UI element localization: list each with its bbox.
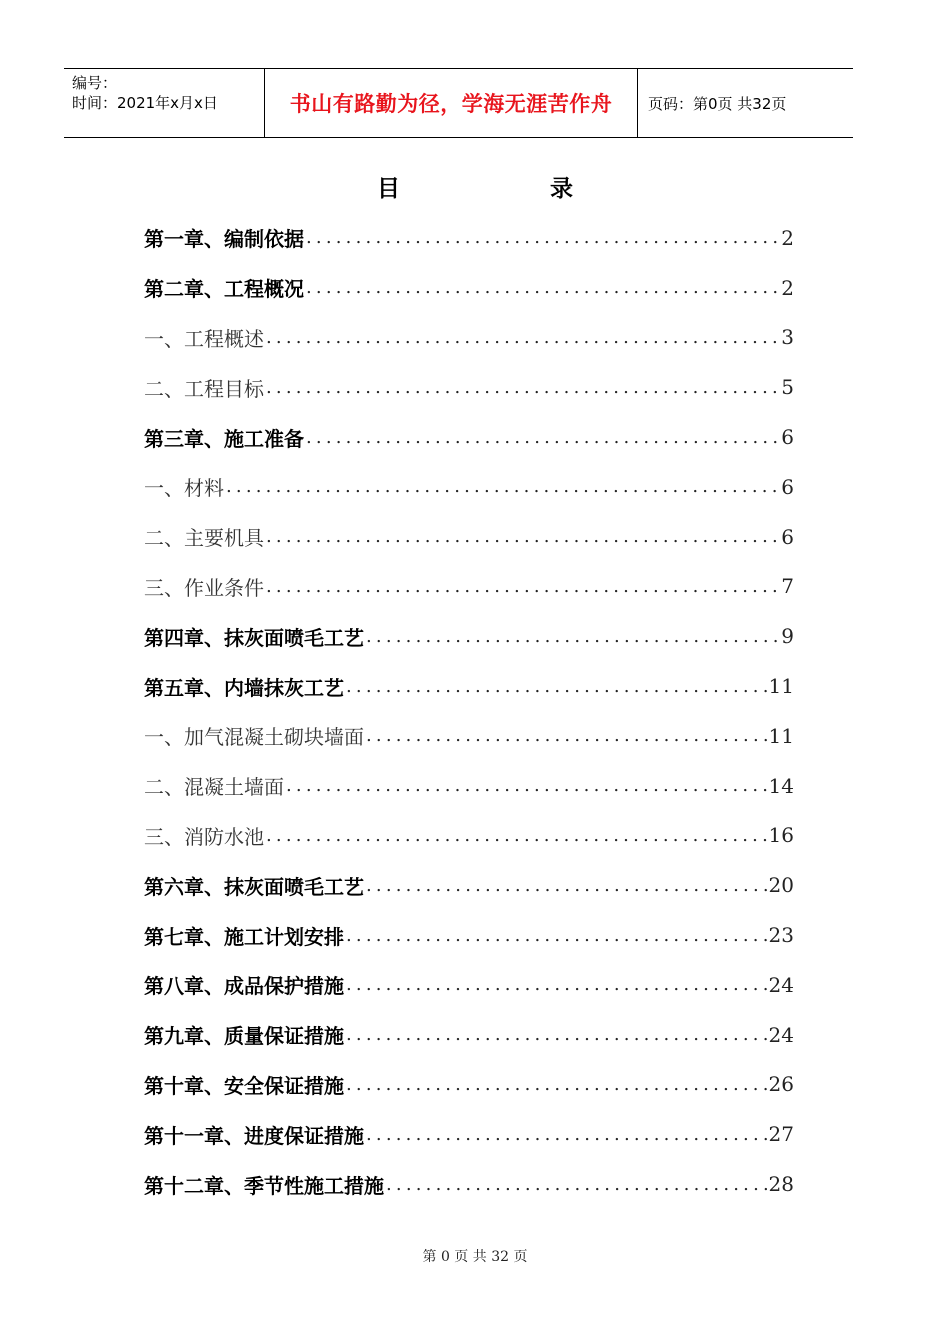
toc-entry-label: 一、加气混凝土砌块墙面 — [144, 725, 364, 750]
toc-entry-label: 第六章、抹灰面喷毛工艺 — [144, 874, 364, 899]
toc-entry-label: 第三章、施工准备 — [144, 426, 304, 451]
header-page-info: 页码：第0页 共32页 — [648, 94, 787, 113]
header-page-cell — [638, 69, 853, 137]
toc-entry-page: 11 — [768, 674, 794, 699]
toc-entry-page: 2 — [781, 275, 794, 300]
toc-entry[interactable] — [144, 213, 794, 263]
toc-entry[interactable] — [144, 1109, 794, 1159]
toc-entry[interactable] — [144, 562, 794, 612]
toc-entry[interactable] — [144, 761, 794, 811]
document-number-label: 编号： — [72, 74, 118, 92]
toc-entry-page: 16 — [768, 823, 794, 848]
toc-leader-dots — [226, 476, 779, 497]
toc-entry-label: 第五章、内墙抹灰工艺 — [144, 675, 344, 700]
toc-entry-page: 14 — [768, 773, 794, 798]
page-footer — [0, 1246, 950, 1266]
toc-entry-page: 24 — [768, 972, 794, 997]
toc-entry-page: 5 — [781, 375, 794, 400]
toc-entry[interactable] — [144, 1010, 794, 1060]
toc-entry-page: 20 — [768, 873, 794, 898]
toc-leader-dots — [266, 576, 779, 597]
toc-entry-label: 二、工程目标 — [144, 376, 264, 401]
toc-entry-label: 第八章、成品保护措施 — [144, 974, 344, 999]
toc-entry-label: 三、消防水池 — [144, 824, 264, 849]
toc-leader-dots — [366, 1124, 767, 1145]
header-motto-cell — [265, 69, 638, 137]
toc-entry-page: 6 — [781, 425, 794, 450]
toc-entry[interactable] — [144, 1159, 794, 1209]
toc-entry[interactable] — [144, 910, 794, 960]
toc-entry-page: 27 — [768, 1122, 794, 1147]
toc-entry-label: 二、混凝土墙面 — [144, 775, 284, 800]
toc-entry-label: 三、作业条件 — [144, 575, 264, 600]
toc-entry[interactable] — [144, 362, 794, 412]
toc-entry-page: 11 — [768, 723, 794, 748]
toc-title — [0, 170, 950, 203]
toc-leader-dots — [346, 1024, 767, 1045]
toc-list — [144, 213, 794, 1209]
toc-entry-label: 二、主要机具 — [144, 526, 264, 551]
toc-entry-label: 第四章、抹灰面喷毛工艺 — [144, 625, 364, 650]
toc-entry[interactable] — [144, 512, 794, 562]
toc-entry[interactable] — [144, 811, 794, 861]
toc-leader-dots — [266, 327, 779, 348]
toc-entry-page: 23 — [768, 923, 794, 948]
toc-entry-page: 6 — [781, 524, 794, 549]
toc-entry-page: 6 — [781, 474, 794, 499]
toc-leader-dots — [266, 377, 779, 398]
toc-leader-dots — [346, 974, 767, 995]
header-motto: 书山有路勤为径，学海无涯苦作舟 — [289, 92, 613, 116]
document-header — [64, 68, 853, 138]
toc-entry-page: 28 — [768, 1172, 794, 1197]
toc-entry-label: 第十二章、季节性施工措施 — [144, 1173, 384, 1198]
toc-leader-dots — [386, 1174, 767, 1195]
toc-entry[interactable] — [144, 711, 794, 761]
toc-leader-dots — [366, 626, 779, 647]
toc-leader-dots — [366, 725, 767, 746]
toc-entry[interactable] — [144, 860, 794, 910]
toc-leader-dots — [306, 227, 779, 248]
toc-leader-dots — [346, 1074, 767, 1095]
toc-leader-dots — [266, 526, 779, 547]
toc-entry-label: 第十一章、进度保证措施 — [144, 1123, 364, 1148]
toc-entry-page: 24 — [768, 1022, 794, 1047]
toc-leader-dots — [286, 775, 767, 796]
toc-entry[interactable] — [144, 462, 794, 512]
toc-entry-page: 2 — [781, 225, 794, 250]
toc-entry-label: 第一章、编制依据 — [144, 227, 304, 252]
toc-entry-label: 第七章、施工计划安排 — [144, 924, 344, 949]
header-info-cell — [64, 69, 265, 137]
toc-leader-dots — [346, 676, 767, 697]
toc-entry-page: 26 — [768, 1072, 794, 1097]
toc-entry-label: 第九章、质量保证措施 — [144, 1024, 344, 1049]
footer-page-text: 第 0 页 共 32 页 — [422, 1249, 528, 1265]
toc-entry[interactable] — [144, 611, 794, 661]
toc-entry-page: 9 — [781, 624, 794, 649]
toc-title-right: 录 — [550, 176, 573, 202]
toc-entry-label: 一、工程概述 — [144, 326, 264, 351]
toc-leader-dots — [346, 925, 767, 946]
toc-entry[interactable] — [144, 412, 794, 462]
toc-title-left: 目 — [377, 176, 400, 202]
toc-entry[interactable] — [144, 263, 794, 313]
toc-entry-page: 7 — [781, 574, 794, 599]
toc-entry[interactable] — [144, 313, 794, 363]
toc-leader-dots — [306, 277, 779, 298]
toc-entry-page: 3 — [781, 325, 794, 350]
toc-entry-label: 第二章、工程概况 — [144, 277, 304, 302]
toc-entry[interactable] — [144, 661, 794, 711]
toc-leader-dots — [306, 427, 779, 448]
toc-entry[interactable] — [144, 960, 794, 1010]
document-time-label: 时间：2021年x月x日 — [72, 94, 218, 112]
toc-entry-label: 一、材料 — [144, 476, 224, 501]
toc-entry[interactable] — [144, 1060, 794, 1110]
toc-leader-dots — [266, 825, 767, 846]
toc-entry-label: 第十章、安全保证措施 — [144, 1073, 344, 1098]
toc-leader-dots — [366, 875, 767, 896]
